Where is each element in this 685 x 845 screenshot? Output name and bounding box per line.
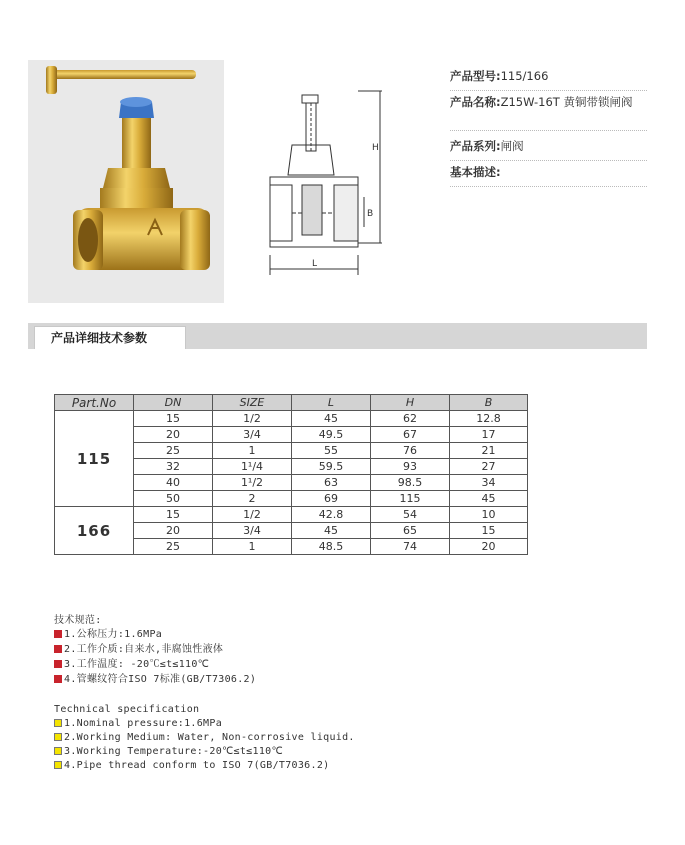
- table-cell: 25: [134, 539, 213, 555]
- dimension-b-label: B: [367, 209, 374, 219]
- red-square-bullet-icon: [54, 660, 62, 668]
- table-header-row: [55, 395, 528, 411]
- info-row-name: [450, 94, 647, 131]
- yellow-square-bullet-icon: [54, 747, 62, 755]
- table-cell: 15: [450, 523, 528, 539]
- info-label: 产品型号:: [450, 69, 501, 83]
- table-cell: 45: [292, 411, 371, 427]
- valve-cross-section-drawing: [262, 85, 392, 285]
- yellow-square-bullet-icon: [54, 761, 62, 769]
- info-value: 115/166: [500, 69, 549, 83]
- info-label: 基本描述:: [450, 165, 501, 179]
- notes-cn-item: [54, 658, 209, 671]
- table-cell: 74: [371, 539, 450, 555]
- table-cell: 69: [292, 491, 371, 507]
- table-cell: 65: [371, 523, 450, 539]
- table-cell: 17: [450, 427, 528, 443]
- column-header: H: [371, 395, 450, 411]
- notes-en-item: [54, 759, 329, 772]
- table-cell: 1¹/4: [213, 459, 292, 475]
- notes-cn-item: [54, 643, 223, 656]
- product-photo: [28, 60, 224, 303]
- info-row-description: [450, 164, 647, 187]
- notes-cn-item: [54, 673, 256, 686]
- column-header: L: [292, 395, 371, 411]
- notes-cn-item: [54, 628, 162, 641]
- note-text: 2.工作介质:自来水,非腐蚀性液体: [64, 644, 224, 655]
- red-square-bullet-icon: [54, 675, 62, 683]
- table-cell: 42.8: [292, 507, 371, 523]
- table-cell: 62: [371, 411, 450, 427]
- column-header: B: [450, 395, 528, 411]
- notes-en-title: Technical specification: [54, 704, 200, 715]
- dimension-l-label: L: [312, 259, 318, 269]
- part-number-cell: 166: [55, 507, 134, 555]
- section-title: 产品详细技术参数: [34, 326, 186, 349]
- table-cell: 48.5: [292, 539, 371, 555]
- table-cell: 54: [371, 507, 450, 523]
- note-text: 1.Nominal pressure:1.6MPa: [64, 718, 223, 729]
- dimension-h-label: H: [372, 143, 379, 153]
- notes-cn-title: 技术规范:: [54, 615, 102, 626]
- table-cell: 50: [134, 491, 213, 507]
- table-cell: 1: [213, 443, 292, 459]
- notes-en-item: [54, 717, 222, 730]
- table-cell: 40: [134, 475, 213, 491]
- table-cell: 3/4: [213, 523, 292, 539]
- table-cell: 59.5: [292, 459, 371, 475]
- info-value: Z15W-16T 黄铜带锁闸阀: [500, 95, 633, 109]
- table-cell: 55: [292, 443, 371, 459]
- table-cell: 45: [292, 523, 371, 539]
- table-cell: 45: [450, 491, 528, 507]
- info-label: 产品名称:: [450, 95, 501, 109]
- yellow-square-bullet-icon: [54, 733, 62, 741]
- column-header: SIZE: [213, 395, 292, 411]
- table-cell: 2: [213, 491, 292, 507]
- table-cell: 49.5: [292, 427, 371, 443]
- info-label: 产品系列:: [450, 139, 501, 153]
- table-row: [55, 507, 528, 523]
- table-cell: 67: [371, 427, 450, 443]
- table-cell: 93: [371, 459, 450, 475]
- table-cell: 15: [134, 507, 213, 523]
- table-cell: 34: [450, 475, 528, 491]
- note-text: 1.公称压力:1.6MPa: [64, 629, 163, 640]
- table-cell: 20: [134, 427, 213, 443]
- table-cell: 63: [292, 475, 371, 491]
- notes-en-item: [54, 731, 355, 744]
- note-text: 4.Pipe thread conform to ISO 7(GB/T7036.2): [64, 760, 330, 771]
- table-cell: 27: [450, 459, 528, 475]
- table-cell: 1/2: [213, 411, 292, 427]
- part-number-cell: 115: [55, 411, 134, 507]
- table-cell: 20: [134, 523, 213, 539]
- note-text: 3.Working Temperature:-20℃≤t≤110℃: [64, 746, 283, 757]
- info-row-series: [450, 138, 647, 161]
- red-square-bullet-icon: [54, 630, 62, 638]
- table-cell: 115: [371, 491, 450, 507]
- table-cell: 32: [134, 459, 213, 475]
- table-row: [55, 411, 528, 427]
- table-cell: 1¹/2: [213, 475, 292, 491]
- spec-table: [54, 394, 528, 555]
- yellow-square-bullet-icon: [54, 719, 62, 727]
- table-cell: 1: [213, 539, 292, 555]
- table-cell: 98.5: [371, 475, 450, 491]
- red-square-bullet-icon: [54, 645, 62, 653]
- note-text: 4.管螺纹符合ISO 7标准(GB/T7306.2): [64, 674, 257, 685]
- table-cell: 1/2: [213, 507, 292, 523]
- table-cell: 15: [134, 411, 213, 427]
- table-cell: 12.8: [450, 411, 528, 427]
- table-cell: 10: [450, 507, 528, 523]
- info-value: 闸阀: [500, 139, 524, 153]
- table-cell: 3/4: [213, 427, 292, 443]
- table-cell: 76: [371, 443, 450, 459]
- table-cell: 20: [450, 539, 528, 555]
- table-cell: 25: [134, 443, 213, 459]
- note-text: 3.工作温度: -20℃≤t≤110℃: [64, 659, 210, 670]
- notes-en-item: [54, 745, 283, 758]
- note-text: 2.Working Medium: Water, Non-corrosive liquid.: [64, 732, 355, 743]
- column-header: Part.No: [55, 395, 134, 411]
- column-header: DN: [134, 395, 213, 411]
- table-cell: 21: [450, 443, 528, 459]
- info-row-model: [450, 68, 647, 91]
